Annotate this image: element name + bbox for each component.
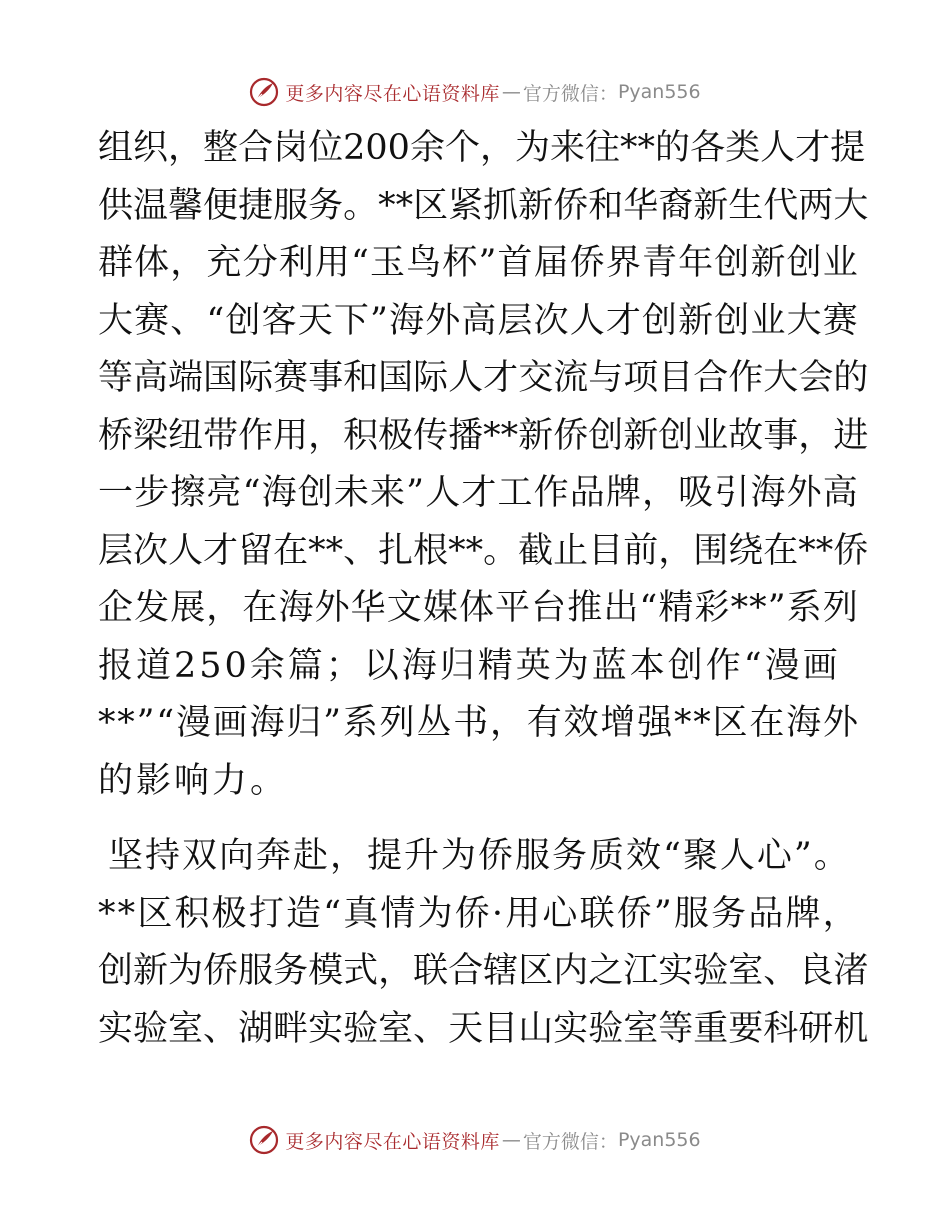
text-line: 层 次 人 才 留 在 * * 、 扎 根 * * 。 截 止 目 前 ， 围 绕 在 * * 侨	[98, 530, 869, 571]
text-line: 组 织 ， 整 合 岗 位 2 0 0 余 个 ， 为 来 往 * * 的 各 类 人 才 提	[98, 128, 866, 168]
text-line: 供 温 馨 便 捷 服 务 。 * * 区 紧 抓 新 侨 和 华 裔 新 生 代 两 大	[98, 185, 869, 226]
watermark-separator: —	[501, 1129, 521, 1151]
text-line: * * ” “ 漫 画 海 归 ” 系 列 丛 书 ， 有 效 增 强 * * 区 在 海 外	[98, 703, 858, 743]
watermark-wechat-id: Pyan556	[617, 81, 701, 103]
text-line: 大 赛 、 “ 创 客 天 下 ” 海 外 高 层 次 人 才 创 新 创 业 大 赛	[98, 300, 858, 341]
quill-logo-icon	[249, 1125, 279, 1155]
text-line: 创 新 为 侨 服 务 模 式 ， 联 合 辖 区 内 之 江 实 验 室 、 良 渚	[98, 951, 869, 991]
paragraph	[98, 120, 869, 810]
document-body	[98, 120, 869, 1058]
text-line: * * 区 积 极 打 造 “ 真 情 为 侨 · 用 心 联 侨 ” 服 务 品 牌 ，	[98, 893, 858, 934]
text-line: 的影响力。	[98, 760, 289, 801]
text-line: 企 发 展 ， 在 海 外 华 文 媒 体 平 台 推 出 “ 精 彩 * * ” 系 列	[98, 588, 858, 628]
paragraph	[98, 828, 869, 1058]
text-line: 报道250余篇；以海归精英为蓝本创作“漫画	[98, 645, 841, 686]
watermark-wechat-label: 官方微信：	[522, 1130, 618, 1153]
text-line: 等 高 端 国 际 赛 事 和 国 际 人 才 交 流 与 项 目 合 作 大 会 的	[98, 358, 869, 398]
watermark-wechat-label: 官方微信：	[522, 82, 618, 105]
watermark-site-text: 更多内容尽在心语资料库	[285, 1130, 500, 1153]
text-line: 群 体 ， 充 分 利 用 “ 玉 鸟 杯 ” 首 届 侨 界 青 年 创 新 创 业	[98, 243, 858, 283]
paragraph-heading-line: 坚持双向奔赴，提升为侨服务质效“聚人心”。	[108, 836, 851, 876]
footer-watermark	[0, 1120, 950, 1160]
text-line: 实 验 室 、 湖 畔 实 验 室 、 天 目 山 实 验 室 等 重 要 科 研 机	[98, 1008, 869, 1049]
header-watermark	[0, 72, 950, 112]
watermark-wechat-id: Pyan556	[617, 1129, 701, 1151]
watermark-separator: —	[501, 81, 521, 103]
text-line: 桥 梁 纽 带 作 用 ， 积 极 传 播 * * 新 侨 创 新 创 业 故 事 ， 进	[98, 415, 869, 456]
text-line: 一 步 擦 亮 “ 海 创 未 来 ” 人 才 工 作 品 牌 ， 吸 引 海 外 高	[98, 473, 858, 513]
quill-logo-icon	[249, 77, 279, 107]
watermark-site-text: 更多内容尽在心语资料库	[285, 82, 500, 105]
